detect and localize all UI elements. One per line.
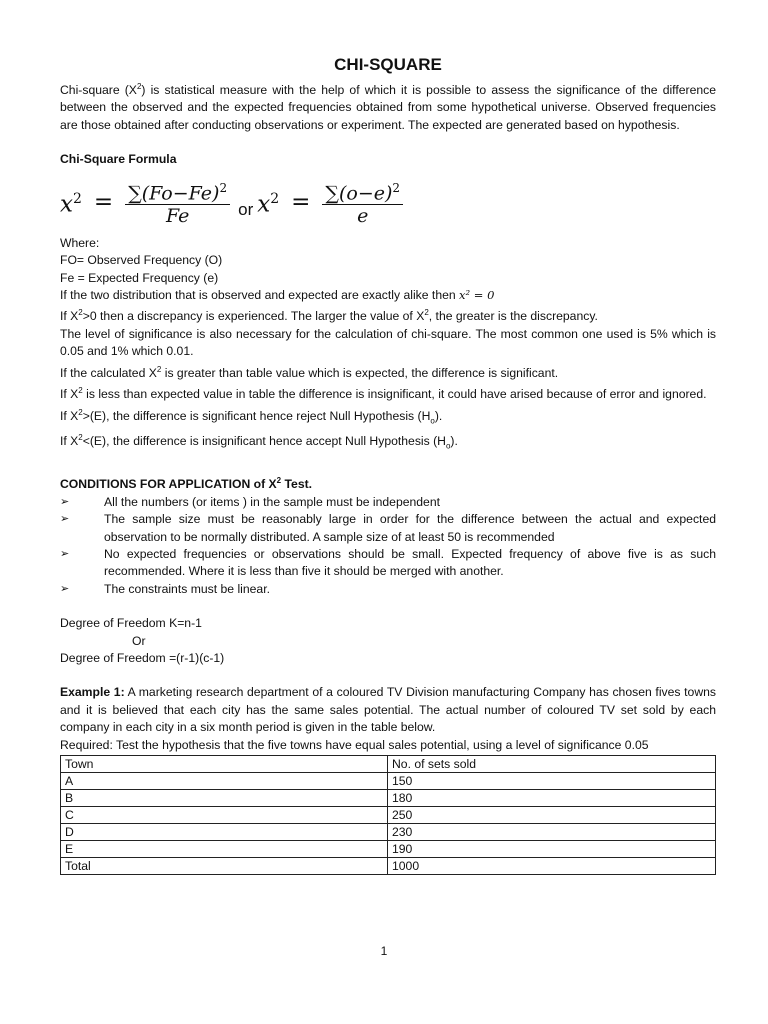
def-accept: If $X^2<(E)$, the difference is insignificant hence accept Null Hypothesis $(H_o)$. <box>60 433 458 451</box>
conditions-list <box>60 494 716 598</box>
sales-table <box>60 755 716 875</box>
table-cell: A <box>61 773 388 790</box>
equals-sign: = <box>291 188 311 215</box>
arrow-bullet-icon: ➢ <box>60 582 70 595</box>
arrow-bullet-icon: ➢ <box>60 495 70 508</box>
table-total-row <box>61 858 716 875</box>
list-item: ➢ The sample size must be reasonably large in order for the difference between the actual and expected observation to be normally distributed. A sample size of at least 50 is recommended <box>60 512 716 544</box>
table-row <box>61 807 716 824</box>
def-observed: FO= Observed Frequency (O) <box>60 253 223 268</box>
table-cell: Total <box>61 858 388 875</box>
intro-paragraph: Chi-square $(X^2)$ is statistical measure with the help of which it is possible to assess the significance of the difference between the observed and the expected frequencies obtained from some hypothetical universe. Observed frequencies are those obtained after conducting observations or experiment. The expected are generated based on hypothesis. <box>60 82 716 132</box>
table-row <box>61 824 716 841</box>
degree-of-freedom-1: Degree of Freedom K=n-1 <box>60 616 202 631</box>
numerator-2: $\sum(o-e)^2$ <box>322 180 403 206</box>
table-cell: 150 <box>388 773 716 790</box>
list-item: ➢ No expected frequencies or observations should be small. Expected frequency of above five is as such recommended. Where it is less than five it should be merged with another. <box>60 547 716 579</box>
superscript: 2 <box>136 82 142 91</box>
intro-term: Chi-square (X <box>60 83 137 98</box>
def-alike: If the two distribution that is observed and expected are exactly alike then x² = 0 <box>60 287 495 302</box>
table-header-cell: No. of sets sold <box>388 756 716 773</box>
formula-lhs-1: $x^2$ <box>60 191 82 218</box>
fraction-1 <box>125 180 230 226</box>
table-row <box>61 841 716 858</box>
alike-math: x² = 0 <box>459 287 495 302</box>
where-label: Where: <box>60 235 100 250</box>
def-calculated: If the calculated $X^2$ is greater than table value which is expected, the difference is significant. <box>60 364 559 380</box>
def-less: If $X^2$ is less than expected value in table the difference is insignificant, it could have arised because of error and ignored. <box>60 386 707 402</box>
document-title: CHI-SQUARE <box>334 55 442 74</box>
table-cell: 180 <box>388 790 716 807</box>
fraction-2 <box>322 180 403 226</box>
required-text: Required: Test the hypothesis that the five towns have equal sales potential, using a level of significance 0.05 <box>60 737 649 752</box>
list-item: ➢ The constraints must be linear. <box>60 581 716 598</box>
list-item: ➢ All the numbers (or items ) in the sample must be independent <box>60 494 716 511</box>
example-paragraph: Example 1: A marketing research department of a coloured TV Division manufacturing Company has chosen fives towns and it is believed that each city has the same sales potential. The actual number of coloured TV set sold by each company in each city in a six month period is given in the table below. <box>60 685 716 735</box>
denominator-1: Fe <box>165 205 190 228</box>
arrow-bullet-icon: ➢ <box>60 513 70 526</box>
table-cell: 190 <box>388 841 716 858</box>
table-cell: 230 <box>388 824 716 841</box>
page-number: 1 <box>380 944 388 958</box>
table-cell: B <box>61 790 388 807</box>
table-header-row <box>61 756 716 773</box>
degree-of-freedom-or: Or <box>132 633 146 648</box>
table-header-cell: Town <box>61 756 388 773</box>
equals-sign: = <box>93 188 114 215</box>
table-cell: 250 <box>388 807 716 824</box>
arrow-bullet-icon: ➢ <box>60 548 70 561</box>
numerator-1: $\sum(Fo-Fe)^2$ <box>125 180 230 206</box>
def-discrepancy: If $X^2>0$ then a discrepancy is experienced. The larger the value of $X^2$, the greater is the discrepancy. <box>60 308 598 324</box>
table-cell: 1000 <box>388 858 716 875</box>
def-level: The level of significance is also necessary for the calculation of chi-square. The most common one used is 5% which is 0.05 and 1% which 0.01. <box>60 326 716 359</box>
degree-of-freedom-2: Degree of Freedom =(r-1)(c-1) <box>60 651 225 666</box>
table-cell: E <box>61 841 388 858</box>
table-cell: C <box>61 807 388 824</box>
formula-heading: Chi-Square Formula <box>60 152 177 167</box>
table-cell: D <box>61 824 388 841</box>
formula-lhs-2: $x^2$ <box>257 191 280 218</box>
def-expected: Fe = Expected Frequency (e) <box>60 270 219 285</box>
intro-text: is statistical measure with the help of which it is possible to assess the significance of the difference between the observed and the expected frequencies obtained from some hypothetical universe. Observed frequencies are those obtained after conducting observations or experiment. The expected are generated based on hypothesis. <box>60 83 716 132</box>
table-row <box>61 773 716 790</box>
example-label: Example 1: <box>60 685 125 700</box>
conditions-heading: CONDITIONS FOR APPLICATION of $X^2$ Test. <box>60 476 313 492</box>
denominator-2: e <box>357 205 369 228</box>
def-reject: If $X^2>(E)$, the difference is significant hence reject Null Hypothesis $(H_o)$. <box>60 407 443 426</box>
formula-or: or <box>238 199 254 219</box>
document-page <box>60 54 716 875</box>
chi-square-formula <box>60 171 716 235</box>
table-row <box>61 790 716 807</box>
